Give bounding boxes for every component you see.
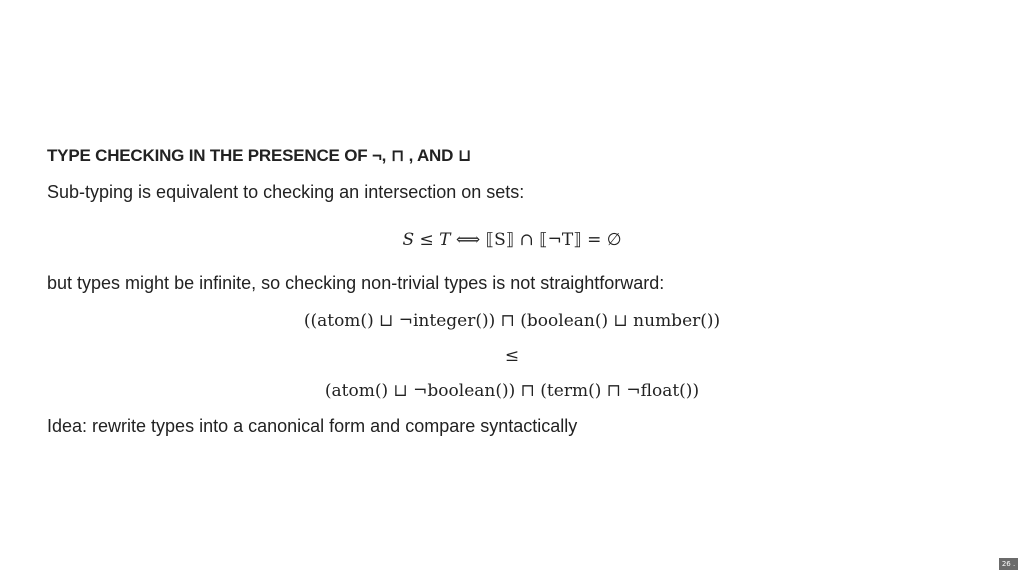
- formula-subtyping-equivalence: [0, 230, 1024, 250]
- formula-sem-not-t: ⟦¬T⟧: [539, 230, 582, 250]
- formula-var-s: S: [402, 230, 415, 250]
- formula-sem-s: ⟦S⟧: [485, 230, 515, 250]
- paragraph-idea: Idea: rewrite types into a canonical form and compare syntactically: [47, 416, 578, 436]
- formula-empty-set: ∅: [606, 230, 622, 250]
- paragraph-subtyping: Sub-typing is equivalent to checking an intersection on sets:: [47, 182, 525, 202]
- paragraph-infinite-types: but types might be infinite, so checking non-trivial types is not straightforward:: [47, 273, 665, 293]
- formula-var-t: T: [439, 230, 451, 250]
- slide-title: TYPE CHECKING IN THE PRESENCE OF ¬, ⊓ , AND ⊔: [47, 146, 472, 165]
- formula-type-lhs: ((atom() ⊔ ¬integer()) ⊓ (boolean() ⊔ number()): [303, 311, 721, 331]
- formula-eq: =: [587, 230, 602, 250]
- formula-subtype-relation: ≤: [504, 346, 520, 366]
- formula-leq: ≤: [419, 230, 434, 250]
- formula-cap: ∩: [519, 230, 534, 250]
- slide-number-badge[interactable]: 26 . 1: [999, 558, 1018, 570]
- formula-type-rhs: (atom() ⊔ ¬boolean()) ⊓ (term() ⊓ ¬float()): [324, 381, 700, 401]
- formula-iff: ⟺: [455, 230, 481, 250]
